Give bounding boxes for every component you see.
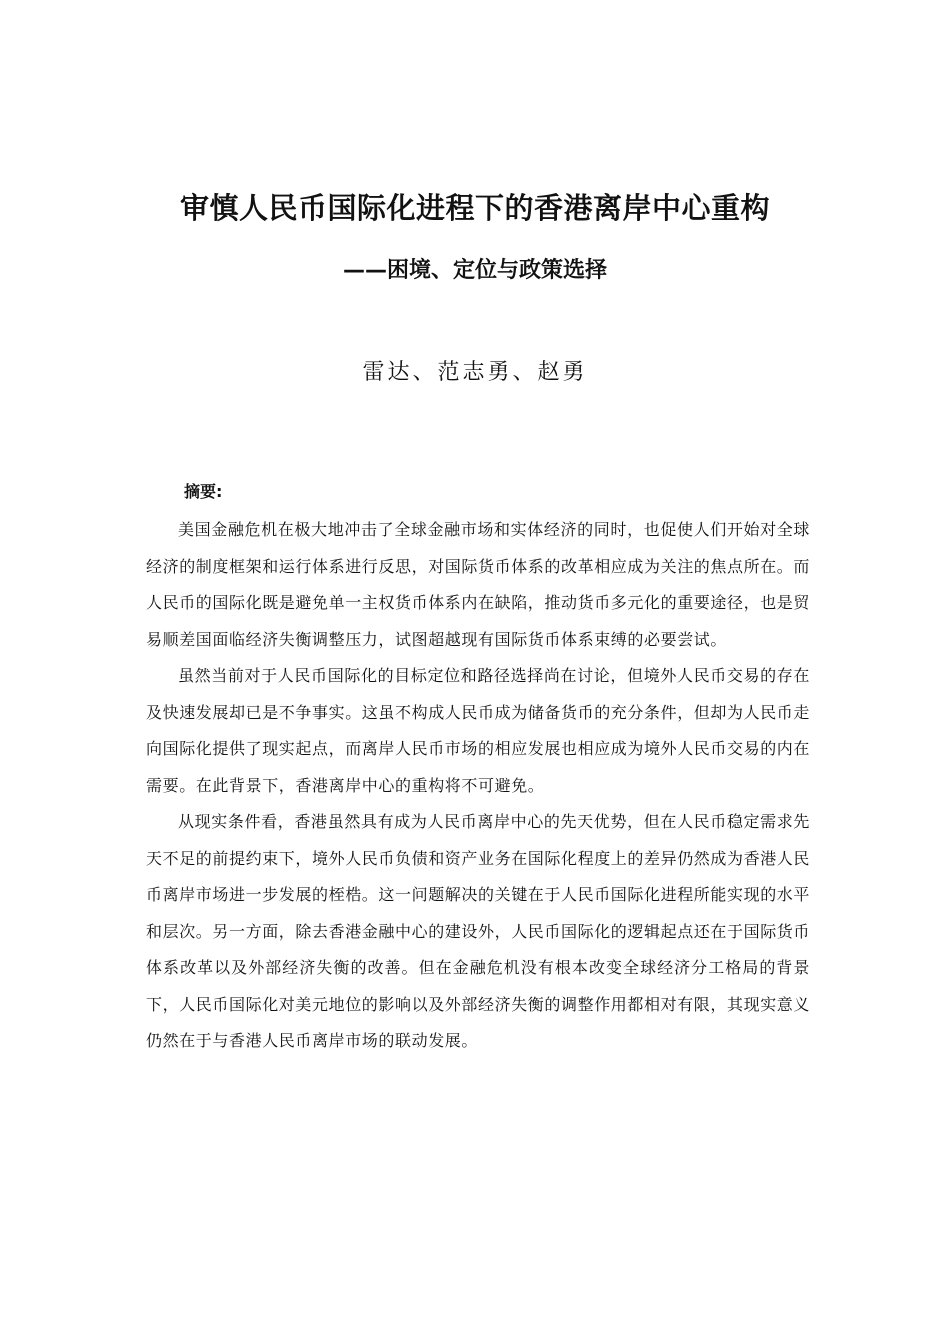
abstract-paragraph-2: 虽然当前对于人民币国际化的目标定位和路径选择尚在讨论，但境外人民币交易的存在及快速发展却已是不争事实。这虽不构成人民币成为储备货币的充分条件，但却为人民币走向国际化提供了现实起点，而离岸人民币市场的相应发展也相应成为境外人民币交易的内在需要。在此背景下，香港离岸中心的重构将不可避免。 [146,666,811,795]
abstract-paragraph-3: 从现实条件看，香港虽然具有成为人民币离岸中心的先天优势，但在人民币稳定需求先天不足的前提约束下，境外人民币负债和资产业务在国际化程度上的差异仍然成为香港人民币离岸市场进一步发展的桎梏。这一问题解决的关键在于人民币国际化进程所能实现的水平和层次。另一方面，除去香港金融中心的建设外，人民币国际化的逻辑起点还在于国际货币体系改革以及外部经济失衡的改善。但在金融危机没有根本改变全球经济分工格局的背景下，人民币国际化对美元地位的影响以及外部经济失衡的调整作用都相对有限，其现实意义仍然在于与香港人民币离岸市场的联动发展。 [146,812,811,1050]
document-title: 审慎人民币国际化进程下的香港离岸中心重构 [179,191,770,225]
authors: 雷达、范志勇、赵勇 [362,360,588,385]
document-subtitle: ——困境、定位与政策选择 [342,258,607,283]
abstract-paragraph-1: 美国金融危机在极大地冲击了全球金融市场和实体经济的同时，也促使人们开始对全球经济的制度框架和运行体系进行反思，对国际货币体系的改革相应成为关注的焦点所在。而人民币的国际化既是避免单一主权货币体系内在缺陷，推动货币多元化的重要途径，也是贸易顺差国面临经济失衡调整压力，试图超越现有国际货币体系束缚的必要尝试。 [146,520,811,649]
abstract-label: 摘要: [184,482,223,501]
abstract-body [146,512,810,1060]
